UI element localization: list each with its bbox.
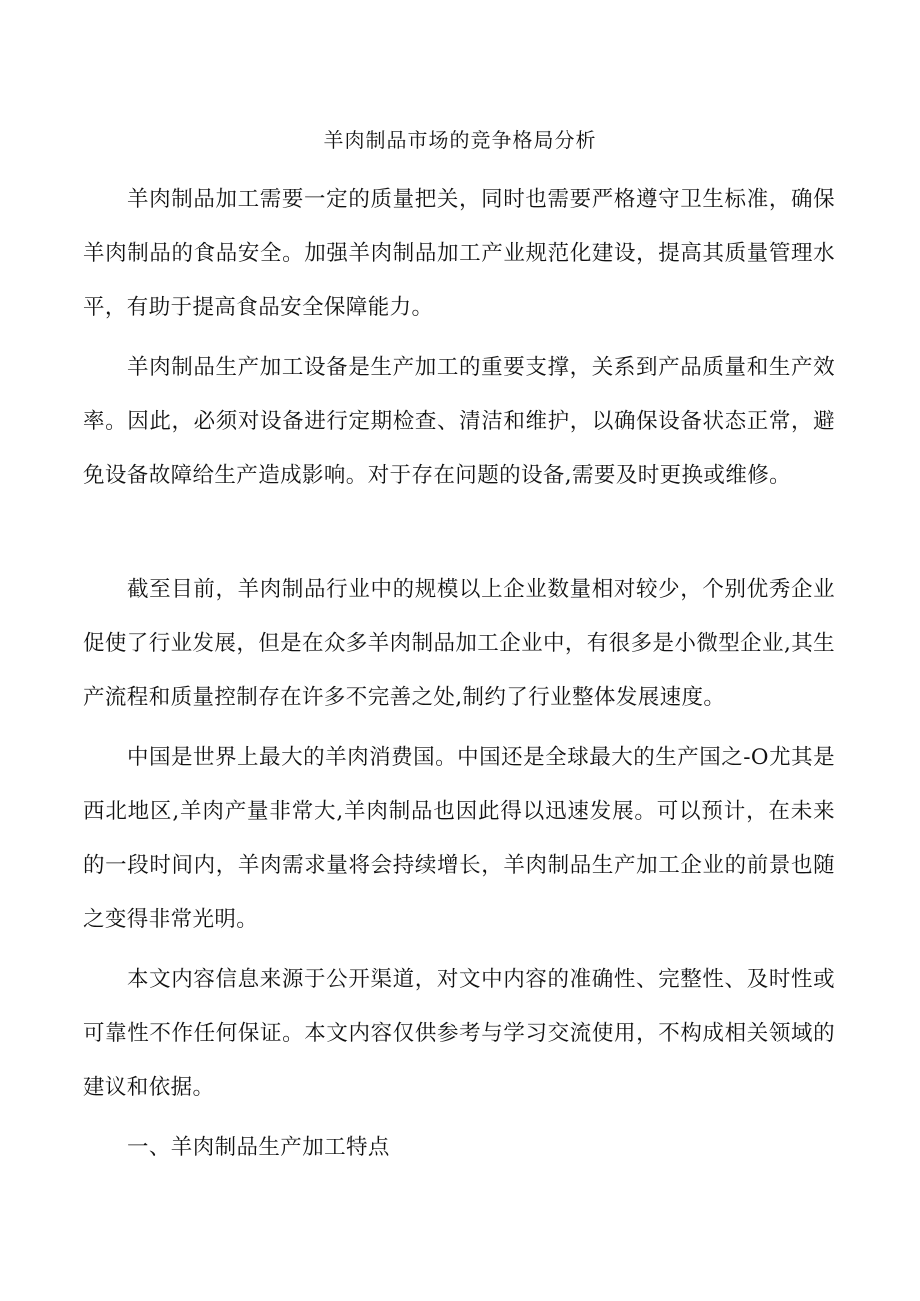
paragraph-quality-control: 羊肉制品加工需要一定的质量把关，同时也需要严格遵守卫生标准，确保羊肉制品的食品安全。加强羊肉制品加工产业规范化建设，提高其质量管理水平，有助于提高食品安全保障能力。	[83, 187, 835, 320]
paragraph-industry-status: 截至目前，羊肉制品行业中的规模以上企业数量相对较少，个别优秀企业促使了行业发展，但是在众多羊肉制品加工企业中，有很多是小微型企业,其生产流程和质量控制存在许多不完善之处,制约了行业整体发展速度。	[83, 577, 835, 710]
document-title: 羊肉制品市场的竞争格局分析	[323, 128, 597, 152]
paragraph-disclaimer: 本文内容信息来源于公开渠道，对文中内容的准确性、完整性、及时性或可靠性不作任何保证。本文内容仅供参考与学习交流使用，不构成相关领域的建议和依据。	[83, 967, 835, 1100]
section-heading: 一、羊肉制品生产加工特点	[127, 1135, 390, 1160]
paragraph-china-market: 中国是世界上最大的羊肉消费国。中国还是全球最大的生产国之-O尤其是西北地区,羊肉产量非常大,羊肉制品也因此得以迅速发展。可以预计，在未来的一段时间内，羊肉需求量将会持续增长，羊肉制品生产加工企业的前景也随之变得非常光明。	[83, 745, 835, 932]
paragraph-equipment: 羊肉制品生产加工设备是生产加工的重要支撑，关系到产品质量和生产效率。因此，必须对设备进行定期检查、清洁和维护，以确保设备状态正常，避免设备故障给生产造成影响。对于存在问题的设备,需要及时更换或维修。	[83, 355, 835, 488]
